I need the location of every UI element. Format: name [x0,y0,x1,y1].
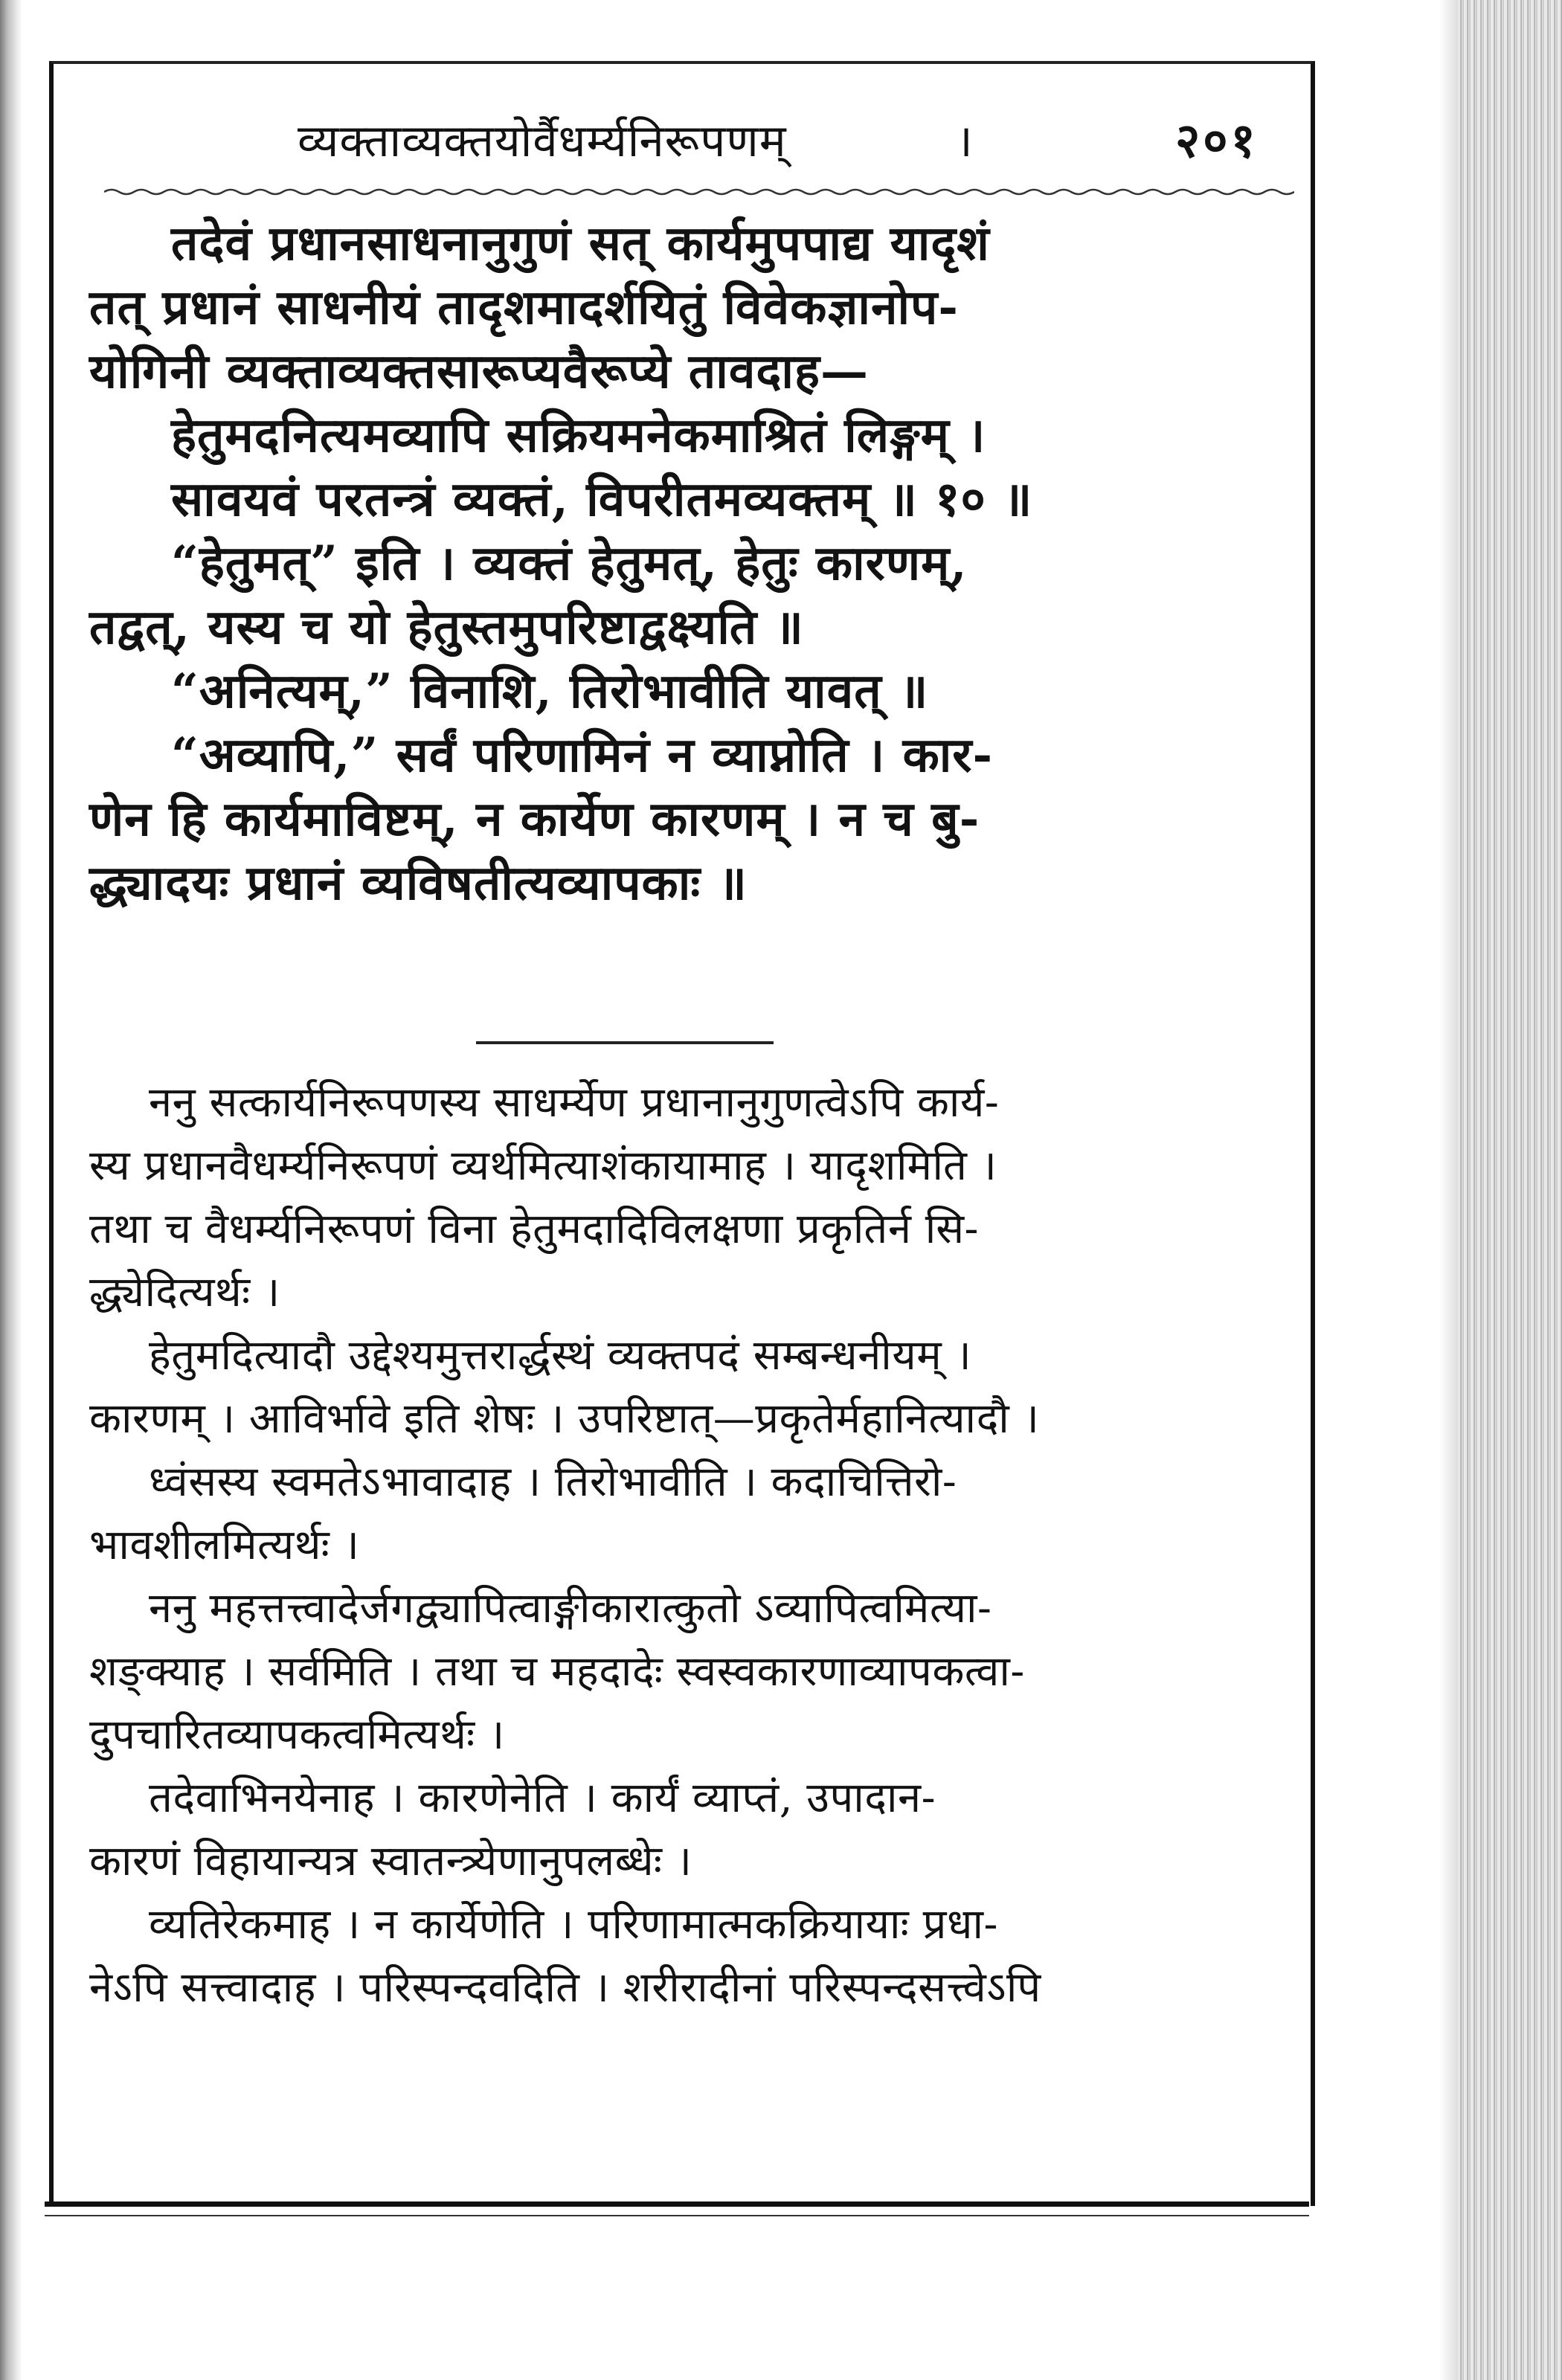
verse-line: योगिनी व्यक्ताव्यक्तसारूप्यवैरूप्ये तावदाह— [89,344,869,399]
verse-line: तदेवं प्रधानसाधनानुगुणं सत् कार्यमुपपाद्य यादृशं [171,216,990,271]
section-divider-rule [476,1041,774,1044]
commentary-line: व्यतिरेकमाह । न कार्येणेति । परिणामात्मकक्रियायाः प्रधा- [149,1900,998,1949]
commentary-line: कारणम् । आविर्भावे इति शेषः । उपरिष्टात्—प्रकृतेर्महानित्यादौ । [89,1395,1040,1443]
commentary-line: ननु सत्कार्यनिरूपणस्य साधर्म्येण प्रधानानुगुणत्वेऽपि कार्य- [149,1078,1000,1127]
verse-line: तद्वत्, यस्य च यो हेतुस्तमुपरिष्टाद्वक्ष्यति ॥ [89,599,804,655]
verse-line: णेन हि कार्यमाविष्टम्, न कार्येण कारणम् । न च बु- [89,791,980,847]
verse-line: “अनित्यम्,” विनाशि, तिरोभावीति यावत् ॥ [171,663,929,719]
karika-line: हेतुमदनित्यमव्यापि सक्रियमनेकमाश्रितं लिङ्गम् । [171,408,986,463]
commentary-block [89,1071,1279,2019]
page-number: २०१ [1175,113,1259,169]
book-page-edges [1458,0,1562,2380]
verse-block [89,212,1279,916]
commentary-line: ननु महत्तत्त्वादेर्जगद्व्यापित्वाङ्गीकारात्कुतो ऽव्यापित्वमित्या- [149,1584,992,1633]
header-wavy-rule [104,186,1294,198]
commentary-line: शङ्क्याह । सर्वमिति । तथा च महदादेः स्वस्वकारणाव्यापकत्वा- [89,1647,1025,1696]
verse-line: द्ध्यादयः प्रधानं व्यविषतीत्यव्यापकाः ॥ [89,855,748,911]
verse-line: “अव्यापि,” सर्वं परिणामिनं न व्याप्नोति । कार- [171,727,994,783]
commentary-line: भावशीलमित्यर्थः । [89,1521,360,1569]
commentary-line: हेतुमदित्यादौ उद्देश्यमुत्तरार्द्धस्थं व्यक्तपदं सम्बन्धनीयम् । [149,1331,972,1380]
commentary-line: तदेवाभिनयेनाह । कारणेनेति । कार्यं व्याप्तं, उपादान- [149,1774,936,1822]
commentary-line: स्य प्रधानवैधर्म्यनिरूपणं व्यर्थमित्याशंकायामाह । यादृशमिति । [89,1142,997,1190]
running-header [119,112,1279,178]
running-title-danda: । [956,115,973,167]
commentary-line: दुपचारितव्यापकत्वमित्यर्थः । [89,1711,505,1759]
commentary-line: नेऽपि सत्त्वादाह । परिस्पन्दवदिति । शरीरादीनां परिस्पन्दसत्त्वेऽपि [89,1964,1041,2012]
commentary-line: द्ध्येदित्यर्थः । [89,1268,280,1316]
karika-line: सावयवं परतन्त्रं व्यक्तं, विपरीतमव्यक्तम् ॥ १० ॥ [171,472,1033,527]
commentary-line: तथा च वैधर्म्यनिरूपणं विना हेतुमदादिविलक्षणा प्रकृतिर्न सि- [89,1205,979,1253]
page-frame-bottom-rule [45,2202,1309,2207]
verse-line: “हेतुमत्” इति । व्यक्तं हेतुमत्, हेतुः कारणम्, [171,536,968,591]
commentary-line: कारणं विहायान्यत्र स्वातन्त्र्येणानुपलब्धेः । [89,1837,692,1885]
commentary-line: ध्वंसस्य स्वमतेऽभावादाह । तिरोभावीति । कदाचित्तिरो- [149,1458,957,1506]
page-frame-bottom-thin-rule [45,2215,1309,2216]
running-title: व्यक्ताव्यक्तयोर्वैधर्म्यनिरूपणम् [298,115,787,167]
verse-line: तत् प्रधानं साधनीयं तादृशमादर्शयितुं विवेकज्ञानोप- [89,280,959,335]
scan-left-shadow [0,0,22,2380]
